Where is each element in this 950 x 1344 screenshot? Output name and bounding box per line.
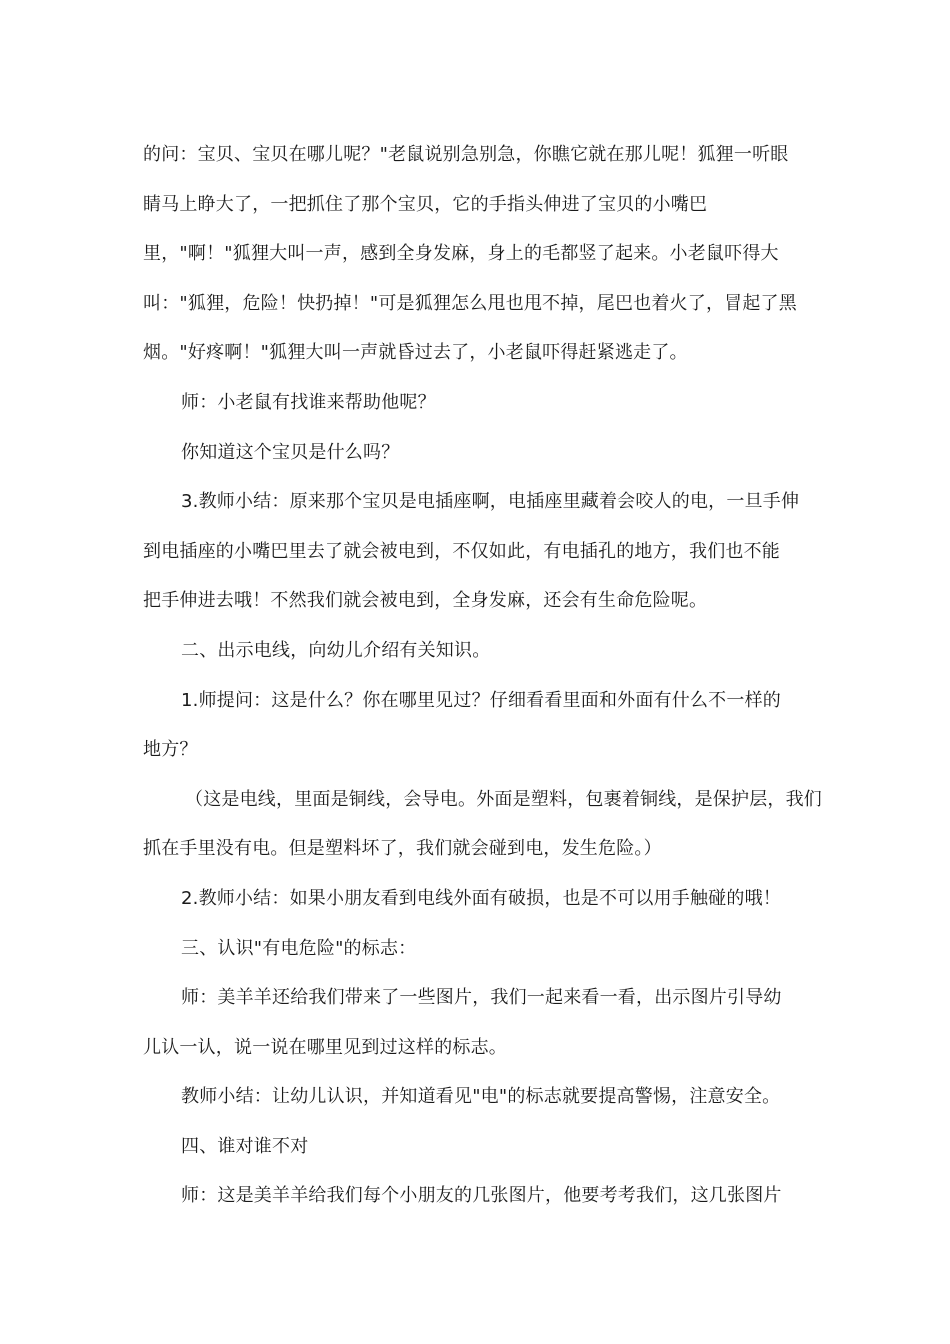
paragraph-line: 地方？ [143, 739, 198, 761]
paragraph-line: 教师小结：让幼儿认识，并知道看见"电"的标志就要提高警惕，注意安全。 [181, 1086, 781, 1108]
paragraph-line: 2.教师小结：如果小朋友看到电线外面有破损，也是不可以用手触碰的哦！ [181, 887, 781, 909]
paragraph-line: 把手伸进去哦！不然我们就会被电到，全身发麻，还会有生命危险呢。 [143, 590, 708, 612]
paragraph-line: 你知道这个宝贝是什么吗？ [181, 441, 400, 463]
paragraph-line: 的问：宝贝、宝贝在哪儿呢？"老鼠说别急别急，你瞧它就在那儿呢！狐狸一听眼 [143, 144, 789, 165]
paragraph-line: 3.教师小结：原来那个宝贝是电插座啊，电插座里藏着会咬人的电，一旦手伸 [181, 491, 800, 513]
paragraph-line: （这是电线，里面是铜线，会导电。外面是塑料，包裹着铜线，是保护层，我们 [185, 788, 822, 810]
paragraph-line: 里，"啊！"狐狸大叫一声，感到全身发麻，身上的毛都竖了起来。小老鼠吓得大 [143, 243, 779, 265]
section-heading: 二、出示电线，向幼儿介绍有关知识。 [181, 639, 491, 661]
paragraph-line: 睛马上睁大了，一把抓住了那个宝贝，它的手指头伸进了宝贝的小嘴巴 [143, 193, 708, 215]
paragraph-line: 师：美羊羊还给我们带来了一些图片，我们一起来看一看，出示图片引导幼 [181, 987, 782, 1009]
paragraph-line: 师：这是美羊羊给我们每个小朋友的几张图片，他要考考我们，这几张图片 [181, 1185, 782, 1207]
paragraph-line: 1.师提问：这是什么？你在哪里见过？仔细看看里面和外面有什么不一样的 [181, 689, 781, 711]
document-body [143, 130, 822, 1221]
section-heading: 四、谁对谁不对 [181, 1135, 309, 1157]
paragraph-line: 叫："狐狸，危险！快扔掉！"可是狐狸怎么甩也甩不掉，尾巴也着火了，冒起了黑 [143, 292, 797, 314]
paragraph-line: 儿认一认，说一说在哪里见到过这样的标志。 [143, 1036, 507, 1058]
paragraph-line: 师：小老鼠有找谁来帮助他呢？ [181, 391, 436, 413]
paragraph-line: 烟。"好疼啊！"狐狸大叫一声就昏过去了，小老鼠吓得赶紧逃走了。 [143, 342, 688, 364]
paragraph-line: 到电插座的小嘴巴里去了就会被电到，不仅如此，有电插孔的地方，我们也不能 [143, 540, 780, 562]
section-heading: 三、认识"有电危险"的标志： [181, 937, 417, 959]
paragraph-line: 抓在手里没有电。但是塑料坏了，我们就会碰到电，发生危险。） [143, 838, 662, 860]
